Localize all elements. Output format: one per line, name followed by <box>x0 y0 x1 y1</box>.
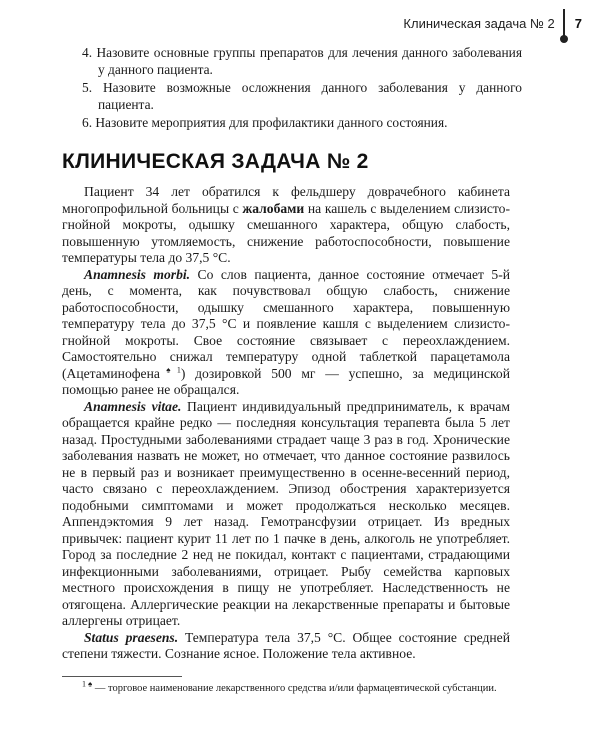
footnote-reference: ♠1 <box>159 364 181 374</box>
header-divider <box>563 9 565 37</box>
running-header <box>403 10 582 36</box>
footnote-mark: 1 ♠ <box>82 679 93 689</box>
anamnesis-morbi-paragraph <box>62 267 510 399</box>
footnote-divider <box>62 676 182 677</box>
anamnesis-vitae-label: Anamnesis vitae. <box>84 398 182 414</box>
running-title: Клиническая задача № 2 <box>403 15 555 31</box>
anamnesis-morbi-text: Со слов пациента, данное состояние отмечает 5-й день, с момента, как почувствовал общую слабость, снижение работоспособности, одышку смешанного характера, повышенную температуру тела до 37,5 °С и появление кашля с выделением слизисто-гнойной мокроты. Свое состояние связывает с переохлаждением. Самостоятельно снижал температуру одной таблеткой парацетамола (Ацетаминофена <box>62 266 510 381</box>
status-praesens-paragraph <box>62 630 510 663</box>
question-item: 4. Назовите основные группы препаратов для лечения данного заболевания у данного пациента. <box>82 45 522 77</box>
question-item: 6. Назовите мероприятия для профилактики данного состояния. <box>82 115 448 130</box>
anamnesis-morbi-label: Anamnesis morbi. <box>84 266 191 282</box>
complaints-paragraph <box>62 184 510 267</box>
complaints-text-end: на кашель с выделением слизисто-гнойной мокроты, одышку смешанного характера, общую слабость, повышенную утомляемость, снижение работоспособности, повышение температуры тела до 37,5 °С. <box>62 200 510 265</box>
footnote-text: — торговое наименование лекарственного средства и/или фармацевтической субстанции. <box>92 683 497 694</box>
complaints-keyword: жалобами <box>242 200 305 216</box>
anamnesis-vitae-paragraph <box>62 399 510 630</box>
anamnesis-vitae-text: Пациент индивидуальный предприниматель, к врачам обращается крайне редко — последняя консультация терапевта была 5 лет назад. Простудными заболеваниями страдает чаще 3 раз в год. Хронические заболевания назвать не может, но отмечает, что данное состояние развилось не в первый раз и возникает преимущественно в осенне-весенний период, часто связано с переохлаждением. Эпизод обострения характеризуется подобными симптомами и может продолжаться несколько месяцев. Аппендэктомия 9 лет назад. Гемотрансфузии отрицает. Из вредных привычек: пациент курит 11 лет по 1 пачке в день, алкоголь не употребляет. Город за последние 2 нед не покидал, контакт с пациентами, страдающими инфекционными заболеваниями, отрицает. Рыбу семейства карповых местного происхождения в пищу не употребляет. Наследственность не отягощена. Аллергические реакции на лекарственные препараты и бытовые аллергены отрицает. <box>62 398 510 628</box>
page-number: 7 <box>574 15 582 31</box>
case-body <box>62 184 510 663</box>
status-praesens-label: Status praesens. <box>84 629 179 645</box>
section-title: КЛИНИЧЕСКАЯ ЗАДАЧА № 2 <box>62 150 369 173</box>
question-list <box>82 44 522 132</box>
status-praesens-text: Температура тела 37,5 °С. Общее состояние средней степени тяжести. Сознание ясное. Положение тела активное. <box>62 629 510 661</box>
footnote <box>82 679 512 696</box>
complaints-text-start: Пациент 34 лет обратился к фельдшеру доврачебного кабинета многопрофильной больницы с <box>62 184 510 216</box>
question-item: 5. Назовите возможные осложнения данного заболевания у данного пациента. <box>82 80 522 112</box>
anamnesis-morbi-text-end: ) дозировкой 500 мг — успешно, за медицинской помощью ранее не обращался. <box>62 365 511 397</box>
